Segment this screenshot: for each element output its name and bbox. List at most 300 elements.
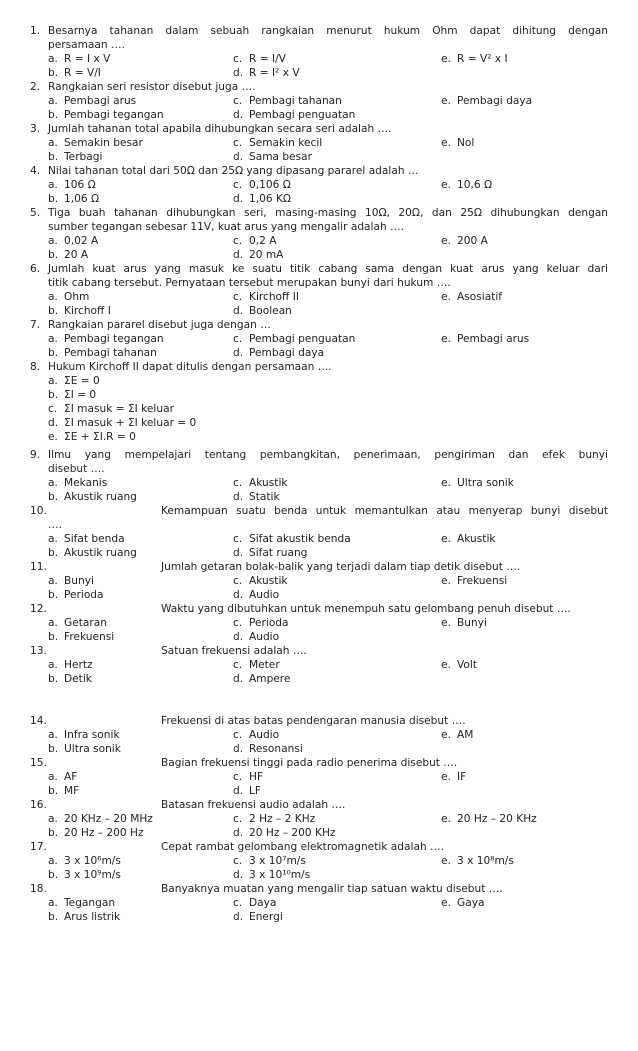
question-number: 5. bbox=[30, 207, 41, 219]
option-letter: a. bbox=[48, 617, 58, 629]
option-text: R = I x V bbox=[64, 53, 111, 65]
option-row bbox=[0, 826, 638, 840]
option-text: Pembagi tahanan bbox=[249, 95, 342, 107]
question-14 bbox=[0, 714, 638, 756]
answer-option bbox=[233, 728, 279, 742]
question-text-line: Hukum Kirchoff II dapat ditulis dengan persamaan …. bbox=[48, 361, 332, 373]
question-10 bbox=[0, 504, 638, 560]
option-text: 0,2 A bbox=[249, 235, 277, 247]
answer-option bbox=[48, 66, 101, 80]
answer-option bbox=[48, 192, 99, 206]
option-text: 3 x 10⁸m/s bbox=[457, 855, 514, 867]
answer-option bbox=[233, 588, 279, 602]
option-letter: c. bbox=[233, 333, 243, 345]
option-letter: c. bbox=[233, 897, 243, 909]
option-row bbox=[0, 574, 638, 588]
question-stem bbox=[0, 262, 638, 276]
option-text: 3 x 10¹⁰m/s bbox=[249, 869, 311, 881]
option-letter: a. bbox=[48, 771, 58, 783]
question-18 bbox=[0, 882, 638, 924]
option-letter: e. bbox=[441, 95, 451, 107]
question-5 bbox=[0, 206, 638, 262]
question-stem bbox=[0, 448, 638, 462]
option-row bbox=[0, 290, 638, 304]
option-letter: d. bbox=[233, 743, 244, 755]
option-row bbox=[0, 94, 638, 108]
answer-option bbox=[233, 332, 355, 346]
option-text: Akustik ruang bbox=[64, 547, 137, 559]
option-text: Hertz bbox=[64, 659, 93, 671]
option-text: Perioda bbox=[249, 617, 289, 629]
answer-option bbox=[233, 234, 276, 248]
answer-option bbox=[233, 248, 283, 262]
answer-option bbox=[48, 416, 196, 430]
answer-option bbox=[48, 896, 115, 910]
question-text-line: titik cabang tersebut. Pernyataan tersebut merupakan bunyi dari hukum …. bbox=[48, 277, 451, 289]
option-text: Detik bbox=[64, 673, 92, 685]
option-letter: d. bbox=[233, 869, 244, 881]
option-row bbox=[0, 672, 638, 686]
question-stem bbox=[0, 560, 638, 574]
option-letter: b. bbox=[48, 305, 59, 317]
option-letter: c. bbox=[233, 179, 243, 191]
option-letter: c. bbox=[233, 95, 243, 107]
option-row bbox=[0, 178, 638, 192]
option-letter: a. bbox=[48, 533, 58, 545]
answer-option bbox=[48, 234, 98, 248]
option-row bbox=[0, 416, 638, 430]
question-text-line: Jumlah getaran bolak-balik yang terjadi dalam tiap detik disebut …. bbox=[161, 561, 521, 573]
option-text: R = V/I bbox=[64, 67, 101, 79]
option-letter: a. bbox=[48, 855, 58, 867]
option-letter: c. bbox=[233, 477, 243, 489]
option-row bbox=[0, 192, 638, 206]
question-15 bbox=[0, 756, 638, 798]
option-letter: d. bbox=[233, 109, 244, 121]
option-text: IF bbox=[457, 771, 467, 783]
option-letter: e. bbox=[441, 771, 451, 783]
answer-option bbox=[441, 234, 488, 248]
answer-option bbox=[48, 52, 110, 66]
question-text-line: Bagian frekuensi tinggi pada radio penerima disebut …. bbox=[161, 757, 458, 769]
question-number: 11. bbox=[30, 561, 47, 573]
question-8 bbox=[0, 360, 638, 444]
answer-option bbox=[441, 896, 484, 910]
question-stem bbox=[0, 80, 638, 94]
option-text: ΣI = 0 bbox=[64, 389, 97, 401]
answer-option bbox=[441, 728, 473, 742]
option-text: Akustik ruang bbox=[64, 491, 137, 503]
option-text: 3 x 10⁹m/s bbox=[64, 869, 121, 881]
question-stem bbox=[0, 840, 638, 854]
answer-option bbox=[233, 290, 299, 304]
answer-option bbox=[48, 658, 93, 672]
option-row bbox=[0, 616, 638, 630]
answer-option bbox=[441, 532, 496, 546]
option-text: Akustik bbox=[249, 477, 288, 489]
option-letter: a. bbox=[48, 333, 58, 345]
option-letter: a. bbox=[48, 137, 58, 149]
answer-option bbox=[48, 616, 107, 630]
answer-option bbox=[233, 150, 312, 164]
option-letter: b. bbox=[48, 911, 59, 923]
option-row bbox=[0, 402, 638, 416]
option-row bbox=[0, 588, 638, 602]
option-letter: d. bbox=[233, 193, 244, 205]
option-letter: d. bbox=[233, 673, 244, 685]
answer-option bbox=[48, 304, 111, 318]
option-letter: c. bbox=[233, 235, 243, 247]
option-text: Meter bbox=[249, 659, 280, 671]
option-text: Akustik bbox=[249, 575, 288, 587]
answer-option bbox=[233, 490, 280, 504]
option-row bbox=[0, 374, 638, 388]
question-number: 9. bbox=[30, 449, 41, 461]
option-text: 20 Hz – 200 KHz bbox=[249, 827, 336, 839]
option-letter: e. bbox=[441, 137, 451, 149]
answer-option bbox=[233, 826, 335, 840]
option-letter: e. bbox=[48, 431, 58, 443]
answer-option bbox=[48, 248, 88, 262]
option-row bbox=[0, 52, 638, 66]
option-text: Sifat ruang bbox=[249, 547, 308, 559]
option-row bbox=[0, 66, 638, 80]
option-text: Pembagi penguatan bbox=[249, 333, 356, 345]
option-text: Daya bbox=[249, 897, 277, 909]
question-text-line: Jumlah kuat arus yang masuk ke suatu titik cabang sama dengan kuat arus yang keluar dari bbox=[48, 263, 608, 275]
option-text: 0,02 A bbox=[64, 235, 99, 247]
question-3 bbox=[0, 122, 638, 164]
question-text-line: Waktu yang dibutuhkan untuk menempuh satu gelombang penuh disebut …. bbox=[161, 603, 571, 615]
question-text-line: Kemampuan suatu benda untuk memantulkan atau menyerap bunyi disebut bbox=[161, 505, 608, 517]
option-text: Frekuensi bbox=[64, 631, 115, 643]
question-number: 13. bbox=[30, 645, 47, 657]
question-stem bbox=[0, 798, 638, 812]
option-letter: d. bbox=[233, 305, 244, 317]
question-2 bbox=[0, 80, 638, 122]
option-letter: a. bbox=[48, 179, 58, 191]
answer-option bbox=[441, 290, 502, 304]
option-letter: e. bbox=[441, 855, 451, 867]
answer-option bbox=[233, 108, 355, 122]
option-text: Infra sonik bbox=[64, 729, 120, 741]
option-text: Statik bbox=[249, 491, 280, 503]
answer-option bbox=[48, 770, 77, 784]
option-letter: a. bbox=[48, 53, 58, 65]
option-row bbox=[0, 332, 638, 346]
option-text: 10,6 Ω bbox=[457, 179, 493, 191]
option-text: Getaran bbox=[64, 617, 107, 629]
answer-option bbox=[233, 532, 351, 546]
option-text: AF bbox=[64, 771, 78, 783]
question-text-line: Rangkaian seri resistor disebut juga …. bbox=[48, 81, 256, 93]
option-text: R = I/V bbox=[249, 53, 286, 65]
question-text-continuation bbox=[0, 276, 638, 290]
option-text: 3 x 10⁷m/s bbox=[249, 855, 306, 867]
option-text: Pembagi tegangan bbox=[64, 333, 164, 345]
option-text: 20 A bbox=[64, 249, 89, 261]
option-text: Audio bbox=[249, 631, 280, 643]
answer-option bbox=[441, 812, 537, 826]
answer-option bbox=[233, 476, 288, 490]
answer-option bbox=[233, 630, 279, 644]
option-text: Frekuensi bbox=[457, 575, 508, 587]
answer-option bbox=[233, 658, 280, 672]
question-stem bbox=[0, 504, 638, 518]
answer-option bbox=[48, 476, 107, 490]
answer-option bbox=[48, 532, 125, 546]
option-letter: e. bbox=[441, 533, 451, 545]
answer-option bbox=[441, 616, 487, 630]
question-number: 7. bbox=[30, 319, 41, 331]
option-letter: b. bbox=[48, 249, 59, 261]
answer-option bbox=[48, 826, 144, 840]
question-number: 10. bbox=[30, 505, 47, 517]
option-letter: a. bbox=[48, 729, 58, 741]
question-stem bbox=[0, 206, 638, 220]
option-row bbox=[0, 490, 638, 504]
option-text: R = I² x V bbox=[249, 67, 300, 79]
answer-option bbox=[441, 854, 514, 868]
option-text: Pembagi daya bbox=[249, 347, 325, 359]
option-text: Nol bbox=[457, 137, 475, 149]
option-row bbox=[0, 742, 638, 756]
option-letter: e. bbox=[441, 617, 451, 629]
question-12 bbox=[0, 602, 638, 644]
answer-option bbox=[48, 136, 143, 150]
answer-option bbox=[48, 910, 120, 924]
option-text: Resonansi bbox=[249, 743, 303, 755]
option-row bbox=[0, 812, 638, 826]
option-text: ΣE = 0 bbox=[64, 375, 100, 387]
answer-option bbox=[441, 332, 529, 346]
option-row bbox=[0, 770, 638, 784]
option-text: Semakin besar bbox=[64, 137, 143, 149]
option-letter: d. bbox=[233, 547, 244, 559]
option-text: Gaya bbox=[457, 897, 485, 909]
option-letter: a. bbox=[48, 291, 58, 303]
option-letter: b. bbox=[48, 67, 59, 79]
option-text: Ampere bbox=[249, 673, 291, 685]
answer-option bbox=[233, 66, 300, 80]
answer-option bbox=[233, 672, 290, 686]
option-text: Kirchoff II bbox=[249, 291, 299, 303]
answer-option bbox=[441, 52, 508, 66]
answer-option bbox=[233, 52, 286, 66]
option-letter: e. bbox=[441, 53, 451, 65]
option-text: Boolean bbox=[249, 305, 292, 317]
question-text-continuation bbox=[0, 518, 638, 532]
question-number: 8. bbox=[30, 361, 41, 373]
option-text: 106 Ω bbox=[64, 179, 96, 191]
answer-option bbox=[233, 178, 291, 192]
question-stem bbox=[0, 24, 638, 38]
option-text: 20 Hz – 200 Hz bbox=[64, 827, 144, 839]
option-letter: d. bbox=[233, 67, 244, 79]
question-text-line: …. bbox=[48, 519, 62, 531]
question-7 bbox=[0, 318, 638, 360]
option-text: Pembagi penguatan bbox=[249, 109, 356, 121]
answer-option bbox=[48, 178, 96, 192]
answer-option bbox=[233, 896, 276, 910]
question-stem bbox=[0, 882, 638, 896]
option-text: 1,06 Ω bbox=[64, 193, 100, 205]
question-number: 15. bbox=[30, 757, 47, 769]
option-row bbox=[0, 346, 638, 360]
option-text: Terbagi bbox=[64, 151, 103, 163]
option-letter: a. bbox=[48, 813, 58, 825]
option-text: Pembagi arus bbox=[457, 333, 530, 345]
answer-option bbox=[233, 616, 289, 630]
option-text: Audio bbox=[249, 589, 280, 601]
option-letter: c. bbox=[233, 771, 243, 783]
option-letter: c. bbox=[233, 729, 243, 741]
option-row bbox=[0, 136, 638, 150]
option-letter: b. bbox=[48, 389, 59, 401]
question-number: 3. bbox=[30, 123, 41, 135]
answer-option bbox=[48, 742, 121, 756]
option-letter: a. bbox=[48, 375, 58, 387]
option-text: Ohm bbox=[64, 291, 90, 303]
answer-option bbox=[48, 94, 136, 108]
option-letter: c. bbox=[233, 659, 243, 671]
question-stem bbox=[0, 602, 638, 616]
option-row bbox=[0, 234, 638, 248]
spacer bbox=[0, 686, 638, 714]
answer-option bbox=[233, 910, 283, 924]
option-text: Arus listrik bbox=[64, 911, 121, 923]
option-letter: e. bbox=[441, 897, 451, 909]
option-letter: d. bbox=[233, 911, 244, 923]
question-number: 17. bbox=[30, 841, 47, 853]
option-letter: c. bbox=[233, 617, 243, 629]
option-text: Pembagi tegangan bbox=[64, 109, 164, 121]
question-text-line: sumber tegangan sebesar 11V, kuat arus yang mengalir adalah …. bbox=[48, 221, 405, 233]
question-text-line: Batasan frekuensi audio adalah …. bbox=[161, 799, 346, 811]
option-text: Pembagi tahanan bbox=[64, 347, 157, 359]
question-text-continuation bbox=[0, 220, 638, 234]
option-letter: b. bbox=[48, 827, 59, 839]
option-text: Ultra sonik bbox=[64, 743, 121, 755]
option-letter: d. bbox=[233, 785, 244, 797]
question-text-line: Banyaknya muatan yang mengalir tiap satuan waktu disebut …. bbox=[161, 883, 503, 895]
option-letter: b. bbox=[48, 743, 59, 755]
option-row bbox=[0, 532, 638, 546]
answer-option bbox=[48, 868, 121, 882]
option-text: 200 A bbox=[457, 235, 488, 247]
option-text: Sifat benda bbox=[64, 533, 125, 545]
option-text: Bunyi bbox=[64, 575, 94, 587]
question-stem bbox=[0, 360, 638, 374]
option-letter: c. bbox=[233, 291, 243, 303]
option-letter: d. bbox=[233, 827, 244, 839]
question-text-continuation bbox=[0, 462, 638, 476]
option-text: R = V² x I bbox=[457, 53, 508, 65]
answer-option bbox=[48, 728, 120, 742]
option-letter: b. bbox=[48, 109, 59, 121]
option-letter: c. bbox=[233, 137, 243, 149]
option-letter: a. bbox=[48, 477, 58, 489]
option-row bbox=[0, 546, 638, 560]
option-text: Kirchoff I bbox=[64, 305, 111, 317]
answer-option bbox=[233, 784, 261, 798]
option-row bbox=[0, 248, 638, 262]
option-text: Ultra sonik bbox=[457, 477, 514, 489]
option-text: Volt bbox=[457, 659, 478, 671]
question-text-line: Ilmu yang mempelajari tentang pembangkitan, penerimaan, pengiriman dan efek bunyi bbox=[48, 449, 608, 461]
answer-option bbox=[441, 476, 514, 490]
option-letter: d. bbox=[233, 589, 244, 601]
option-letter: c. bbox=[233, 855, 243, 867]
option-letter: c. bbox=[233, 533, 243, 545]
option-text: Sifat akustik benda bbox=[249, 533, 351, 545]
answer-option bbox=[441, 136, 474, 150]
option-row bbox=[0, 868, 638, 882]
option-row bbox=[0, 854, 638, 868]
option-row bbox=[0, 304, 638, 318]
answer-option bbox=[233, 192, 291, 206]
option-letter: b. bbox=[48, 193, 59, 205]
answer-option bbox=[48, 374, 100, 388]
answer-option bbox=[48, 430, 136, 444]
option-letter: e. bbox=[441, 477, 451, 489]
question-number: 18. bbox=[30, 883, 47, 895]
question-4 bbox=[0, 164, 638, 206]
question-text-line: Cepat rambat gelombang elektromagnetik adalah …. bbox=[161, 841, 444, 853]
answer-option bbox=[233, 812, 315, 826]
answer-option bbox=[48, 108, 164, 122]
answer-option bbox=[233, 574, 288, 588]
exam-document bbox=[0, 24, 638, 924]
option-row bbox=[0, 150, 638, 164]
answer-option bbox=[48, 346, 157, 360]
option-text: MF bbox=[64, 785, 80, 797]
question-number: 4. bbox=[30, 165, 41, 177]
option-text: Semakin kecil bbox=[249, 137, 323, 149]
answer-option bbox=[233, 868, 310, 882]
option-letter: b. bbox=[48, 869, 59, 881]
question-stem bbox=[0, 318, 638, 332]
option-row bbox=[0, 728, 638, 742]
answer-option bbox=[233, 136, 322, 150]
answer-option bbox=[441, 94, 532, 108]
answer-option bbox=[233, 854, 306, 868]
option-text: ΣI masuk + ΣI keluar = 0 bbox=[64, 417, 197, 429]
answer-option bbox=[48, 812, 153, 826]
question-text-line: persamaan …. bbox=[48, 39, 125, 51]
answer-option bbox=[441, 658, 477, 672]
answer-option bbox=[48, 402, 174, 416]
option-letter: b. bbox=[48, 491, 59, 503]
option-letter: c. bbox=[48, 403, 58, 415]
question-1 bbox=[0, 24, 638, 80]
option-letter: b. bbox=[48, 785, 59, 797]
option-text: AM bbox=[457, 729, 474, 741]
option-text: Tegangan bbox=[64, 897, 116, 909]
answer-option bbox=[48, 332, 164, 346]
question-stem bbox=[0, 714, 638, 728]
question-number: 14. bbox=[30, 715, 47, 727]
option-text: Sama besar bbox=[249, 151, 313, 163]
option-letter: a. bbox=[48, 95, 58, 107]
option-letter: b. bbox=[48, 547, 59, 559]
option-text: Perioda bbox=[64, 589, 104, 601]
answer-option bbox=[48, 588, 104, 602]
option-letter: a. bbox=[48, 235, 58, 247]
question-9 bbox=[0, 448, 638, 504]
option-letter: e. bbox=[441, 333, 451, 345]
option-text: 20 mA bbox=[249, 249, 284, 261]
